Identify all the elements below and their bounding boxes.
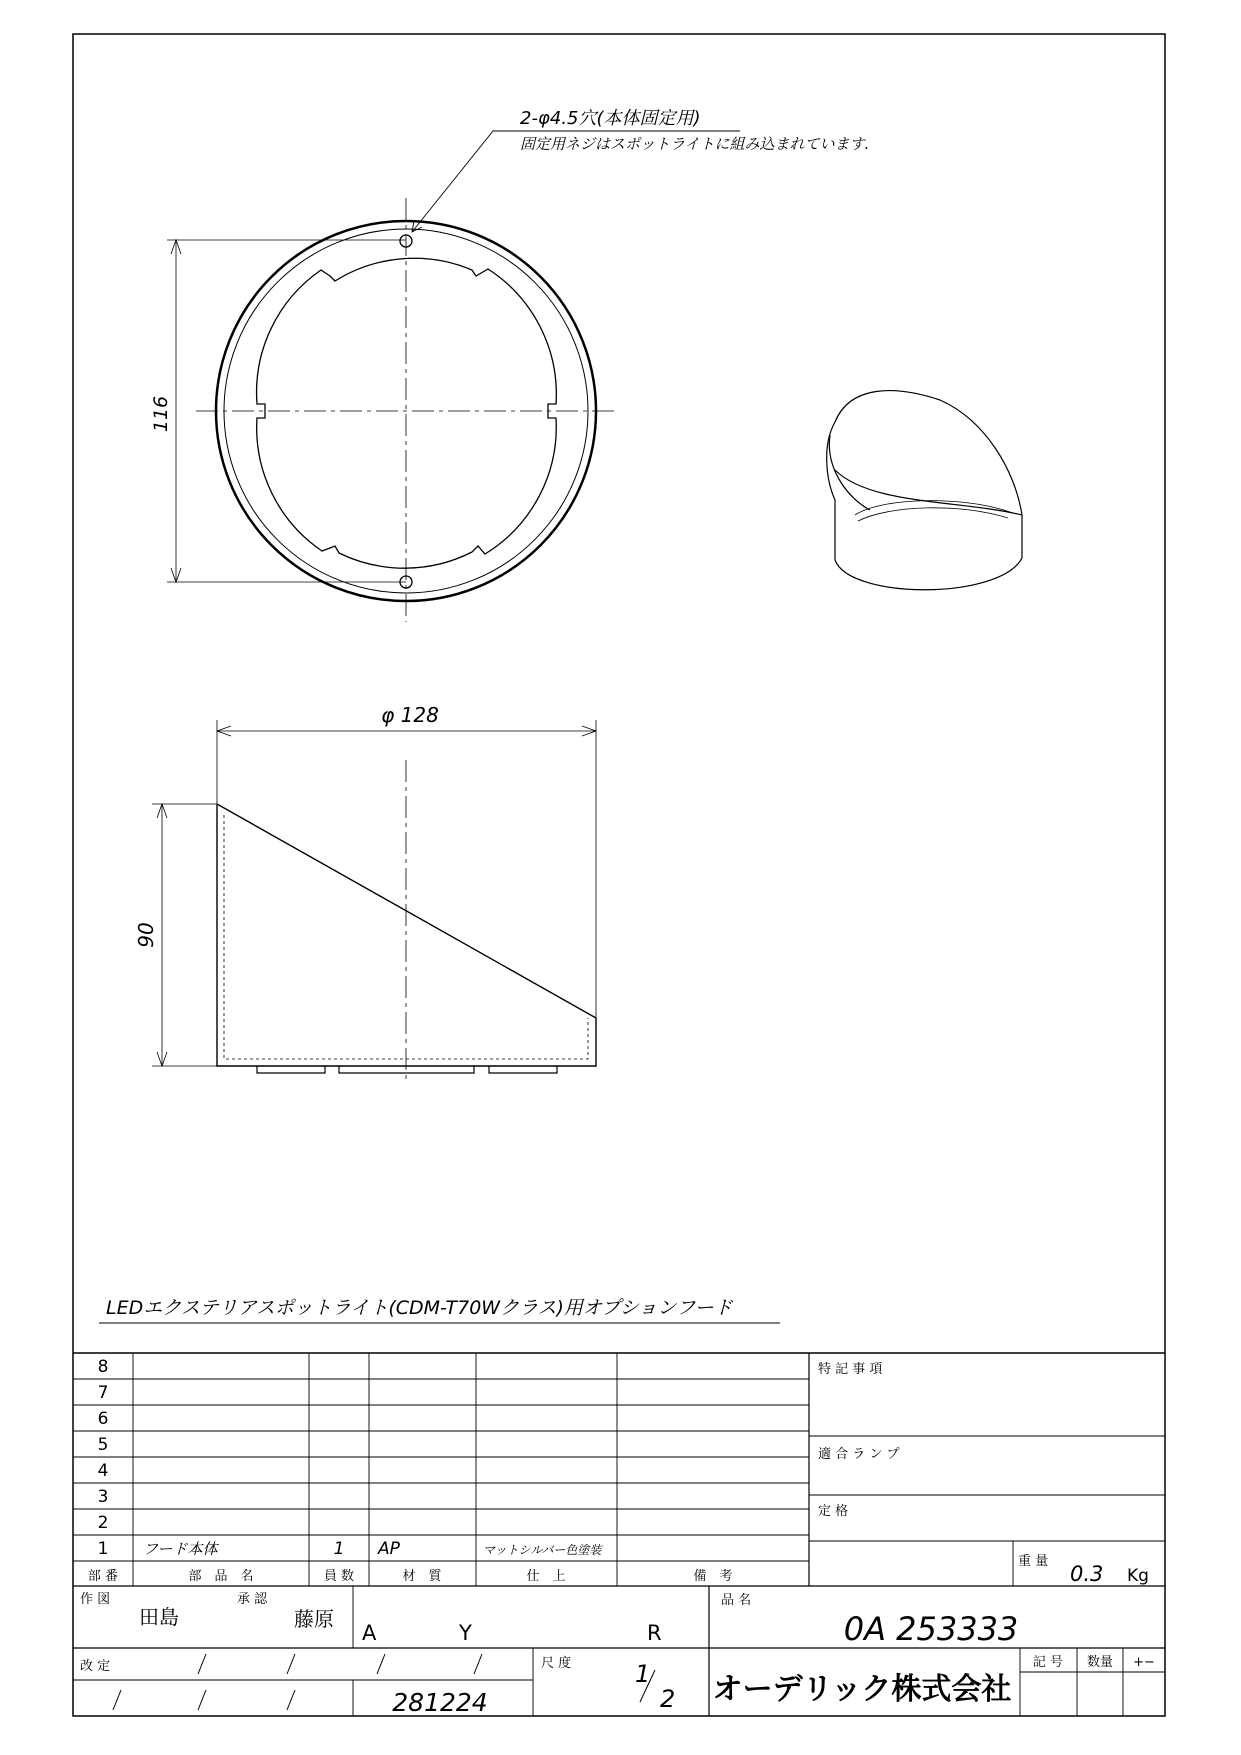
- header-number: 部 番: [87, 1569, 119, 1584]
- rev-slash-5: [113, 1690, 121, 1710]
- weight-unit: Kg: [1127, 1566, 1149, 1586]
- top-view: [167, 131, 740, 622]
- scale-label: 尺 度: [541, 1656, 572, 1671]
- hole-note: 固定用ネジはスポットライトに組み込まれています.: [520, 135, 870, 153]
- tab-right: [489, 1066, 557, 1073]
- weight-value: 0.3: [1070, 1562, 1104, 1586]
- hole-callout: 2-φ4.5穴(本体固定用): [520, 108, 701, 129]
- iso-outer-rim: [835, 391, 1022, 515]
- drawn-label: 作 図: [80, 1592, 111, 1607]
- inner-opening: [257, 258, 557, 568]
- part-name: フード本体: [143, 1540, 218, 1558]
- header-finish: 仕 上: [526, 1569, 566, 1584]
- tab-center: [339, 1066, 474, 1073]
- dim128-label: φ 128: [381, 703, 439, 727]
- iso-inner-ledge-2: [858, 508, 1008, 521]
- grade-y: Y: [459, 1621, 472, 1645]
- tab-left: [257, 1066, 325, 1073]
- row-num-4: 4: [97, 1461, 109, 1481]
- company-name: オーデリック株式会社: [712, 1672, 1012, 1707]
- header-name: 部 品 名: [188, 1569, 254, 1584]
- rev-slash-7: [287, 1690, 295, 1710]
- drawing-caption: LEDエクステリアスポットライト(CDM-T70Wクラス)用オプションフード: [106, 1297, 733, 1319]
- sheet-border: [73, 34, 1165, 1716]
- row-num-6: 6: [97, 1409, 109, 1429]
- row-num-3: 3: [97, 1487, 109, 1507]
- rev-slash-4: [474, 1654, 482, 1674]
- special-notes-label: 特 記 事 項: [818, 1362, 883, 1377]
- side-view: [152, 720, 596, 1080]
- grade-a: A: [362, 1621, 377, 1645]
- header-material: 材 質: [402, 1569, 442, 1584]
- isometric-view: [827, 391, 1022, 590]
- scale-denominator: 2: [660, 1685, 676, 1713]
- iso-cut-edge: [835, 470, 1022, 515]
- row-num-5: 5: [97, 1435, 109, 1455]
- approved-by: 藤原: [294, 1607, 334, 1631]
- symbol-label: 記 号: [1032, 1655, 1064, 1670]
- hood-outline: [217, 804, 596, 1066]
- row-num-1: 1: [97, 1539, 109, 1559]
- header-qty: 員 数: [323, 1569, 355, 1584]
- plusminus-label: +−: [1133, 1655, 1155, 1670]
- iso-left-side: [827, 422, 835, 560]
- row-num-8: 8: [97, 1357, 109, 1377]
- count-label: 数量: [1086, 1655, 1114, 1670]
- scale-numerator: 1: [635, 1660, 651, 1688]
- grade-r: R: [647, 1621, 662, 1645]
- product-number: 0A 253333: [843, 1610, 1019, 1648]
- dim116-label: 116: [150, 395, 172, 433]
- iso-bottom-edge: [835, 558, 1022, 590]
- rev-slash-2: [287, 1654, 295, 1674]
- iso-inner-rim: [829, 435, 870, 510]
- parts-table-text: [88, 1357, 733, 1584]
- revision-date: 281224: [392, 1688, 488, 1717]
- rev-slash-1: [198, 1654, 206, 1674]
- row-num-7: 7: [97, 1383, 109, 1403]
- dim90-label: 90: [134, 922, 158, 948]
- compatible-lamp-label: 適 合 ラ ン プ: [818, 1447, 900, 1462]
- row-num-2: 2: [97, 1513, 109, 1533]
- approved-label: 承 認: [237, 1592, 268, 1607]
- revision-label: 改 定: [80, 1659, 111, 1674]
- rev-slash-6: [198, 1690, 206, 1710]
- rev-slash-3: [377, 1654, 385, 1674]
- product-label: 品 名: [721, 1593, 752, 1608]
- part-qty: 1: [333, 1539, 345, 1559]
- weight-label: 重 量: [1018, 1554, 1049, 1569]
- title-block-lines: [73, 1353, 1165, 1716]
- rating-label: 定 格: [818, 1504, 849, 1519]
- part-material: AP: [378, 1539, 400, 1559]
- header-remarks: 備 考: [693, 1569, 733, 1584]
- drawn-by: 田島: [139, 1605, 179, 1629]
- part-finish: マットシルバー色塗装: [483, 1543, 602, 1557]
